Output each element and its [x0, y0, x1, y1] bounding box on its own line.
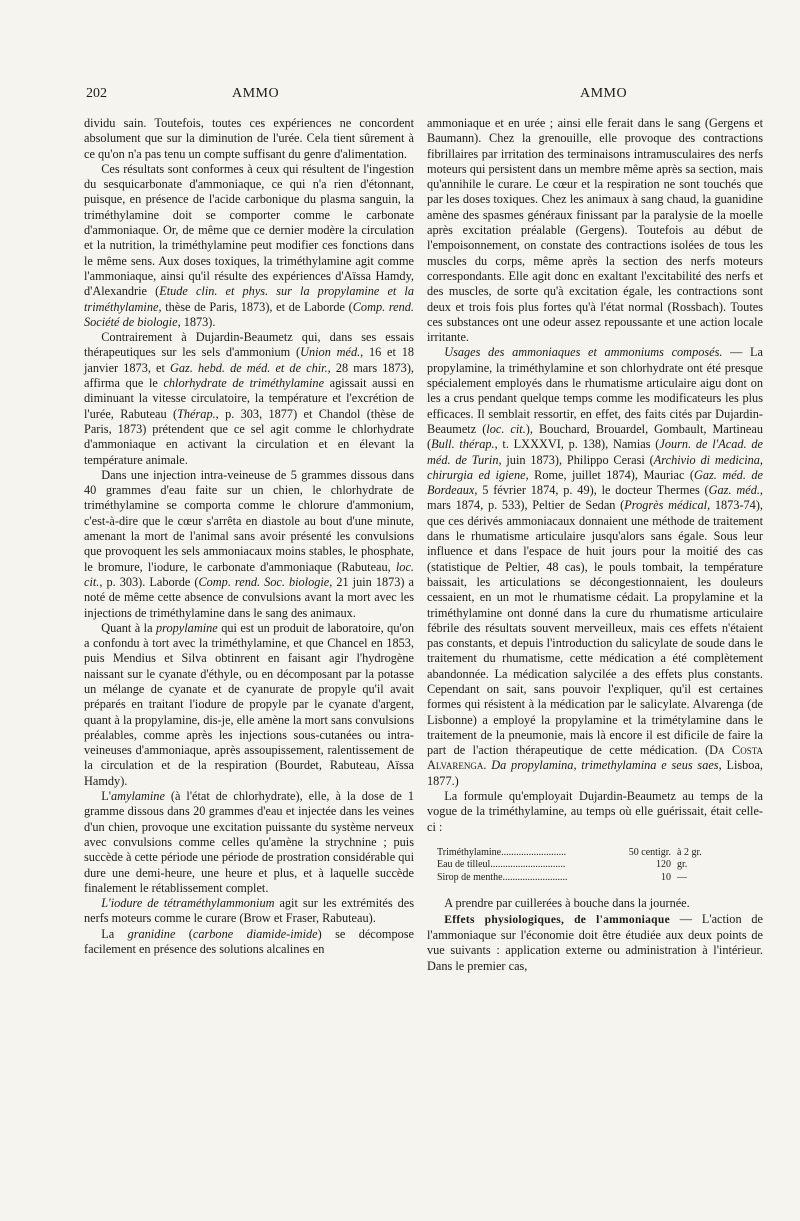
page-number: 202: [86, 86, 107, 101]
paragraph: Ces résultats sont conformes à ceux qui résultent de l'ingestion du sesquicarbonate d'ammoniaque, ce qui n'a rien d'étonnant, puisque, en présence de l'acide carbonique du plasma sanguin, la triméthylamine doit se comporter comme le carbonate d'ammoniaque. Or, de même que ce dernier modère la circulation et la nutrition, la triméthylamine peut modifier ces fonctions dans le même sens. Aux doses toxiques, la triméthylamine agit comme l'ammoniaque, ainsi qu'il résulte des expériences d'Aïssa Hamdy, d'Alexandrie (Etude clin. et phys. sur la propylamine et la triméthylamine, thèse de Paris, 1873), et de Laborde (Comp. rend. Société de biologie, 1873).: [84, 161, 415, 329]
header-left-title: AMMO: [232, 86, 280, 101]
paragraph: Quant à la propylamine qui est un produit de laboratoire, qu'on a confondu à tort avec la triméthylamine, et que Chancel en 1853, puis Mendius et Silva obtinrent en faisant agir l'hydrogène naissant sur le cyanate d'éthyle, ou en décomposant par la potasse un mélange de cyanate et de cyanurate de propyle qu'il avait préparés en traitant l'iodure de propyle par le cyanate d'argent, quant à la propylamine, dis-je, elle amène la mort sans convulsions préalables, comme après les injections sous-cutanées ou intra-veineuses d'ammoniaque, après assoupissement, ralentissement de la circulation et de la respiration (Bourdet, Rabuteau, Aïssa Hamdy).: [84, 620, 414, 788]
paragraph: Dans une injection intra-veineuse de 5 grammes dissous dans 40 grammes d'eau faite sur un chien, le chlorhydrate de triméthylamine se comporta comme le chlorure d'ammonium, c'est-à-dire que le cœur s'arrêta en diastole au bout d'une minute, amenant la mort de l'animal sans avoir présenté les convulsions que provoquent les sels ammoniacaux moins stables, le phosphate, le bromure, l'iodure, le carbonate d'ammoniaque (Rabuteau, loc. cit., p. 303). Laborde (Comp. rend. Soc. biologie, 21 juin 1873) a noté de même cette absence de convulsions avant la mort avec les injections de triméthylamine dans le sang des animaux.: [84, 467, 414, 620]
paragraph: dividu sain. Toutefois, toutes ces expériences ne concordent absolument que sur la diminution de l'urée. Cela tient sûrement à ce qu'on n'a pas tenu un compte suffisant du genre d'alimentation.: [84, 116, 414, 161]
paragraph: Usages des ammoniaques et ammoniums composés. — La propylamine, la triméthylamine et son chlorhydrate ont été presque spécialement employés dans le rhumatisme articulaire aigu dont on les a crus pendant quelque temps comme les modificateurs les plus efficaces. Il semblait ressortir, en effet, des faits cités par Dujardin-Beaumetz (loc. cit.), Bouchard, Brouardel, Gombault, Martineau (Bull. thérap., t. LXXXVI, p. 138), Namias (Journ. de l'Acad. de méd. de Turin, juin 1873), Philippo Cerasi (Archivio di medicina, chirurgia ed igiene, Rome, juillet 1874), Mauriac (Gaz. méd. de Bordeaux, 5 février 1874, p. 49), le docteur Thermes (Gaz. méd., mars 1874, p. 533), Peltier de Sedan (Progrès médical, 1873-74), que ces dérivés ammoniacaux donnaient une méthode de traitement dans le rhumatisme articulaire jusqu'alors sans égale. Sous leur influence et dans l'espace de huit jours pour la moitié des cas (statistique de Peltier, 48 cas), le pouls tombait, la température baissait, les articulations se décongestionnaient, les douleurs cessaient, en un mot le rhumatisme cédait. La propylamine et la triméthylamine ont donné dans la cure du rhumatisme articulaire fébrile des résultats souvent merveilleux, mais ces effets n'étaient pas constants, et depuis l'introduction du salicylate de soude dans le traitement du rhumatisme, cette médication a été complètement abandonnée. La médication salycilée a des effets plus constants. Cependant on sait, sans pouvoir l'expliquer, qu'il est certaines formes qui résistent à la médication par le salicylate. Alvarenga (de Lisbonne) a employé la propylamine et la trimétylamine dans le traitement de la pneumonie, mais là encore il est dificile de faire la part de l'action thérapeutique de cette médication. (Da Costa Alvarenga. Da propylamina, trimethylamina e seus saes, Lisboa, 1877.): [427, 345, 764, 788]
header-right-title: AMMO: [580, 86, 628, 101]
section-heading: Effets physiologiques, de l'ammoniaque: [444, 913, 670, 926]
paragraph: Contrairement à Dujardin-Beaumetz qui, dans ses essais thérapeutiques sur les sels d'ammonium (Union méd., 16 et 18 janvier 1873, et Gaz. hebd. de méd. et de chir., 28 mars 1873), affirma que le chlorhydrate de triméthylamine agissait aussi en diminuant la vitesse circulatoire, la température et l'excrétion de l'urée, Rabuteau (Thérap., p. 303, 1877) et Chandol (thèse de Paris, 1873) prétendent que ce sel agit comme le chlorhydrate d'ammoniaque en activant la circulation et en élevant la température animale.: [84, 330, 415, 467]
paragraph: L'iodure de tétraméthylammonium agit sur les extrémités des nerfs moteurs comme le curare (Brow et Fraser, Rabuteau).: [84, 896, 414, 926]
left-column: [84, 116, 414, 957]
paragraph: La formule qu'employait Dujardin-Beaumetz au temps de la vogue de la triméthylamine, au temps où elle guérissait, était celle-ci :: [427, 789, 763, 834]
table-row: Triméthylamine.......................... 50 centigr. à 2 gr.: [437, 846, 702, 858]
recipe-table: [437, 847, 737, 885]
paragraph: ammoniaque et en urée ; ainsi elle ferait dans le sang (Gergens et Baumann). Chez la grenouille, elle provoque des contractions fibrillaires par irritation des terminaisons intramusculaires des nerfs moteurs qui persistent dans un membre même après sa section, mais qu'annihile le curare. Le cœur et la respiration ne sont touchés que par les doses toxiques. Chez les animaux à sang chaud, la guanidine amène des spasmes généraux finissant par la paralysie de la moelle après excitation préalable (Gergens). Toutefois au début de l'empoisonnement, on constate des contractions isolées de tous les muscles du corps, même après la section des nerfs moteurs correspondants. Elle agit donc en exaltant l'excitabilité des nerfs et des muscles, de sorte qu'à excitation égale, les contractions sont deux et trois fois plus fortes qu'à l'état normal (Rossbach). Toutes ces substances ont une odeur assez repoussante et une action locale irritante.: [427, 116, 763, 345]
table-row: Sirop de menthe.......................... 10 —: [437, 871, 687, 883]
right-column: [427, 116, 763, 974]
paragraph: La granidine (carbone diamide-imide) se décompose facilement en présence des solutions alcalines en: [84, 926, 415, 957]
table-row: Eau de tilleul.............................. 120 gr.: [437, 859, 688, 871]
paragraph: Effets physiologiques, de l'ammoniaque — L'action de l'ammoniaque sur l'économie doit être étudiée aux deux points de vue suivants : application externe ou administration à l'intérieur. Dans le premier cas,: [427, 911, 763, 973]
paragraph: L'amylamine (à l'état de chlorhydrate), elle, à la dose de 1 gramme dissous dans 20 grammes d'eau et injectée dans les veines d'un chien, provoque une excitation puissante du système nerveux avec convulsions comme celles qu'amène la strychnine ; puis succède à cette période une période de prostration considérable qui dure une demi-heure, une heure et plus, et à laquelle succède finalement le rétablissement complet.: [84, 789, 414, 895]
running-header: [0, 86, 800, 106]
paragraph: A prendre par cuillerées à bouche dans la journée.: [444, 896, 690, 911]
